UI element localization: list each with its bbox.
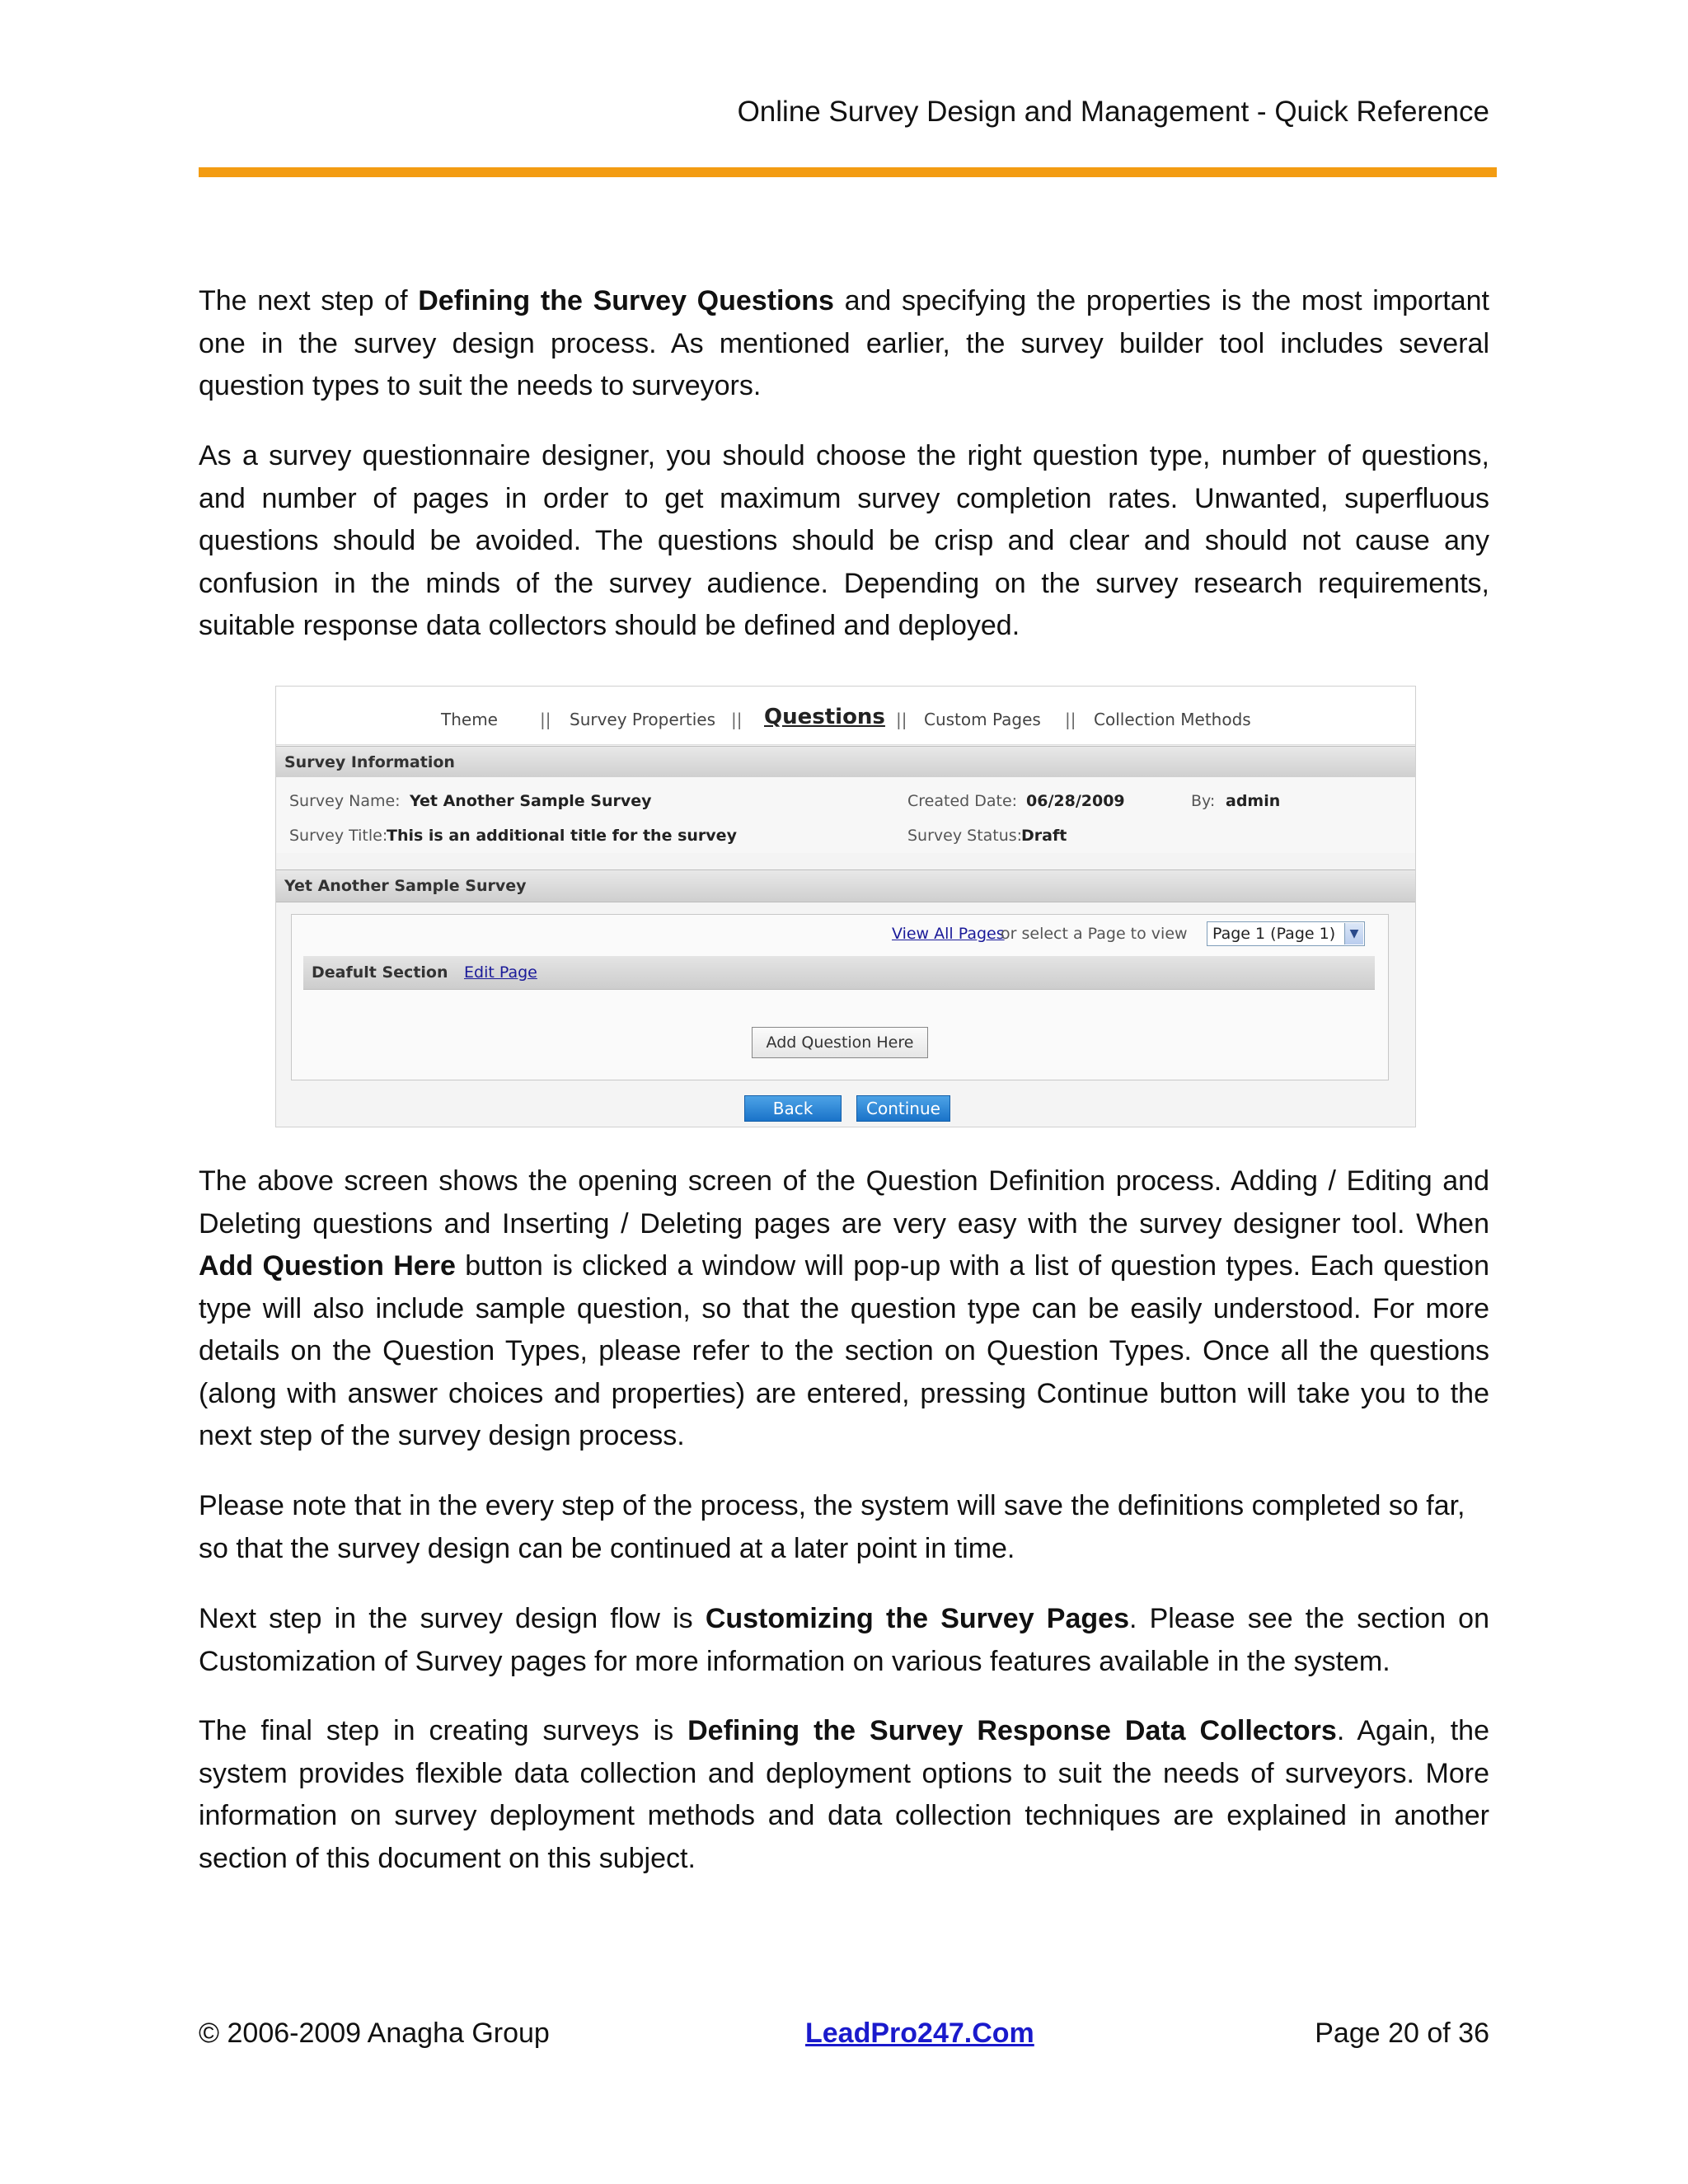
tab-separator: ||: [731, 710, 743, 729]
continue-button[interactable]: Continue: [856, 1095, 950, 1122]
tab-custom-pages[interactable]: Custom Pages: [924, 710, 1041, 729]
tab-separator: ||: [896, 710, 907, 729]
paragraph-bold-text: Defining the Survey Response Data Collectors: [687, 1715, 1337, 1746]
created-by-value: admin: [1226, 792, 1281, 810]
section-bar: [303, 956, 1375, 990]
survey-name-label: Survey Name:: [289, 792, 401, 810]
survey-name-value: Yet Another Sample Survey: [410, 792, 652, 810]
paragraph-line: so that the survey design can be continued at a later point in time.: [199, 1532, 1015, 1564]
tab-separator: ||: [1065, 710, 1076, 729]
section-heading: Yet Another Sample Survey: [284, 877, 527, 895]
view-all-pages-link[interactable]: View All Pages: [892, 925, 1005, 943]
paragraph-text: button is clicked a window will pop-up with a list of question types. Each question type will also include sample question, so that the question type can be easily understood. For more details on the Question Types, please refer to the section on Question Types. Once all the questions (along with answer choices and properties) are entered, pressing Continue button will take you to the next step of the survey design process.: [199, 1250, 1489, 1451]
header-divider: [199, 167, 1497, 177]
paragraph-text: The above screen shows the opening screen of the Question Definition process. Adding / Editing and Deleting questions and Inserting / Deleting pages are very easy with the survey designer tool. When: [199, 1165, 1489, 1240]
paragraph-text: The final step in creating surveys is: [199, 1715, 688, 1746]
document-header-title: Online Survey Design and Management - Quick Reference: [737, 96, 1489, 128]
tab-questions[interactable]: Questions: [764, 705, 885, 729]
paragraph-bold-text: Add Question Here: [199, 1250, 456, 1282]
paragraph-autosave-note: [199, 1485, 1489, 1570]
paragraph-text: . Please see the section on Customization of Survey pages for more information on various features available in the system.: [199, 1603, 1489, 1677]
survey-builder-screenshot: [275, 686, 1416, 1127]
edit-page-link[interactable]: Edit Page: [464, 963, 537, 982]
tab-theme[interactable]: Theme: [441, 710, 498, 729]
paragraph-bold-text: Defining the Survey Questions: [418, 285, 834, 316]
paragraph-defining-questions: [199, 280, 1489, 408]
select-page-hint: or select a Page to view: [1001, 925, 1188, 943]
created-date-value: 06/28/2009: [1026, 792, 1125, 810]
chevron-down-icon[interactable]: ▼: [1344, 923, 1363, 944]
tab-separator: ||: [540, 710, 551, 729]
paragraph-bold-text: Customizing the Survey Pages: [705, 1603, 1129, 1634]
paragraph-questionnaire-designer: As a survey questionnaire designer, you should choose the right question type, number of questions, and number of pages in order to get maximum survey completion rates. Unwanted, superfluous questions should be avoided. The questions should be crisp and clear and should not cause any confusion in the minds of the survey audience. Depending on the survey research requirements, suitable response data collectors should be defined and deployed.: [199, 440, 1489, 641]
page-editor-box: [291, 914, 1389, 1080]
back-button[interactable]: Back: [744, 1095, 842, 1122]
tab-collection-methods[interactable]: Collection Methods: [1094, 710, 1251, 729]
survey-title-label: Survey Title:: [289, 827, 388, 845]
paragraph-customizing-pages: [199, 1598, 1489, 1683]
page-select[interactable]: [1207, 921, 1365, 946]
footer-copyright: © 2006-2009 Anagha Group: [199, 2018, 550, 2049]
footer-website-link[interactable]: LeadPro247.Com: [805, 2018, 1034, 2049]
section-heading: Survey Information: [284, 753, 455, 771]
paragraph-line: Please note that in the every step of the process, the system will save the definitions completed so far,: [199, 1490, 1465, 1521]
tab-survey-properties[interactable]: Survey Properties: [570, 710, 716, 729]
tab-bar: [276, 687, 1415, 745]
section-name: Deafult Section: [312, 963, 448, 982]
paragraph-text: and specifying the properties is the most important one in the survey design process. As mentioned earlier, the survey builder tool includes several question types to suit the needs to surveyors.: [199, 285, 1489, 401]
survey-information-panel: [276, 777, 1415, 853]
paragraph-text: The next step of: [199, 285, 419, 316]
survey-information-header: [276, 746, 1415, 779]
page-select-value: Page 1 (Page 1): [1212, 925, 1336, 943]
footer-page-number: Page 20 of 36: [1315, 2018, 1489, 2049]
survey-status-value: Draft: [1021, 827, 1067, 845]
created-date-label: Created Date:: [907, 792, 1018, 810]
survey-title-value: This is an additional title for the survey: [387, 827, 737, 845]
paragraph-question-definition: [199, 1160, 1489, 1458]
add-question-button[interactable]: Add Question Here: [752, 1027, 928, 1058]
paragraph-data-collectors: [199, 1710, 1489, 1880]
paragraph-text: Next step in the survey design flow is: [199, 1603, 706, 1634]
survey-name-header: [276, 869, 1415, 902]
created-by-label: By:: [1191, 792, 1216, 810]
survey-status-label: Survey Status:: [907, 827, 1023, 845]
paragraph-text: . Again, the system provides flexible data collection and deployment options to suit the needs of surveyors. More information on survey deployment methods and data collection techniques are explained in another section of this document on this subject.: [199, 1715, 1489, 1874]
